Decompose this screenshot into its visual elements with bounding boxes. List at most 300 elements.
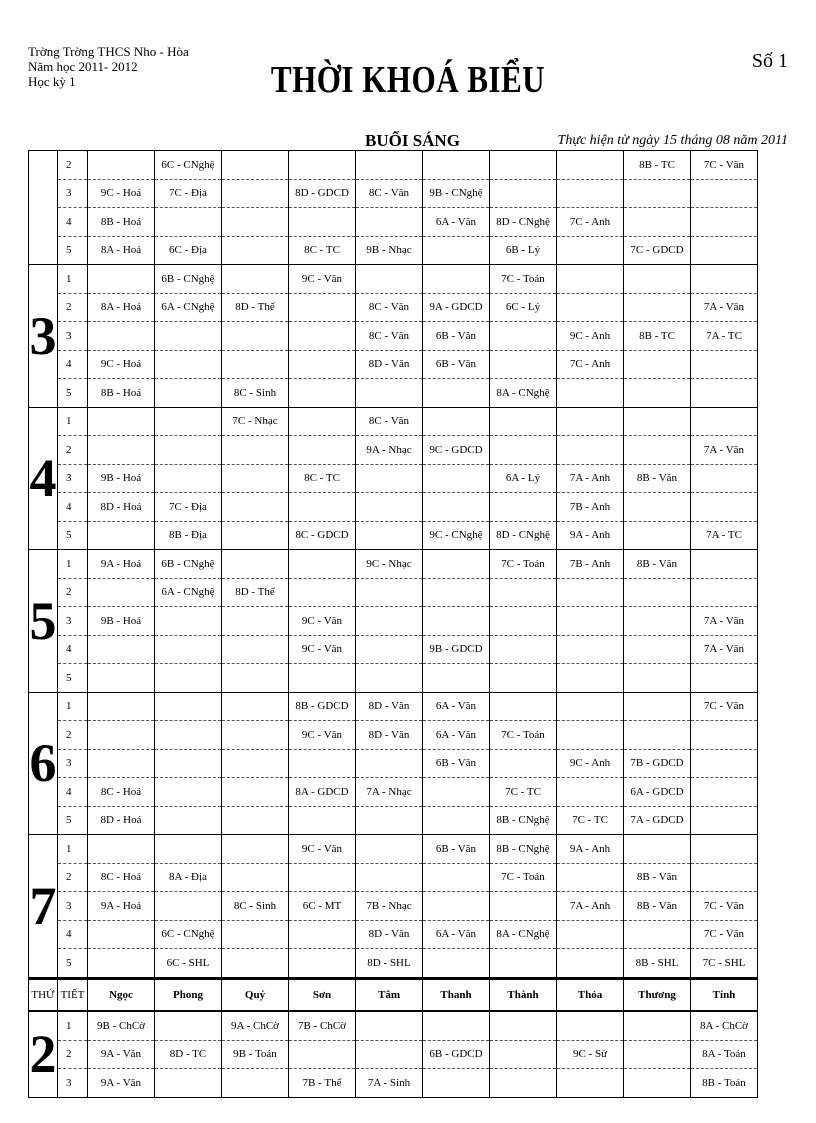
class-cell (289, 493, 356, 522)
class-cell: 7B - Anh (557, 493, 624, 522)
class-cell (423, 265, 490, 294)
class-cell: 6A - CNghệ (155, 293, 222, 322)
class-cell (155, 721, 222, 750)
class-cell (557, 778, 624, 807)
class-cell: 8C - Văn (356, 322, 423, 351)
class-cell (289, 863, 356, 892)
class-cell: 8D - Thể (222, 578, 289, 607)
period-number: 1 (58, 265, 88, 294)
class-cell (490, 436, 557, 465)
class-cell: 7C - GDCD (624, 236, 691, 265)
class-cell (88, 578, 155, 607)
class-cell: 9A - Nhạc (356, 436, 423, 465)
class-cell: 7A - TC (691, 322, 758, 351)
period-number: 2 (58, 578, 88, 607)
class-cell (289, 1040, 356, 1069)
class-cell: 8D - Văn (356, 350, 423, 379)
period-number: 4 (58, 350, 88, 379)
class-cell (490, 1011, 557, 1040)
period-row (29, 322, 758, 351)
period-row (29, 379, 758, 408)
teacher-name: Tâm (356, 979, 423, 1011)
class-cell (356, 806, 423, 835)
class-cell (624, 521, 691, 550)
class-cell (222, 607, 289, 636)
class-cell (490, 179, 557, 208)
class-cell: 6A - Văn (423, 692, 490, 721)
class-cell: 7C - Anh (557, 350, 624, 379)
period-row (29, 664, 758, 693)
class-cell (490, 892, 557, 921)
class-cell (423, 379, 490, 408)
period-number: 1 (58, 550, 88, 579)
class-cell: 7C - Toán (490, 265, 557, 294)
class-cell (356, 578, 423, 607)
class-cell: 7A - Nhạc (356, 778, 423, 807)
teacher-name: Thành (490, 979, 557, 1011)
class-cell: 9A - ChCờ (222, 1011, 289, 1040)
class-cell (490, 350, 557, 379)
period-row (29, 806, 758, 835)
class-cell (691, 550, 758, 579)
class-cell (557, 635, 624, 664)
class-cell: 7A - Văn (691, 436, 758, 465)
class-cell (289, 949, 356, 978)
class-cell: 9A - Văn (88, 1040, 155, 1069)
class-cell (356, 265, 423, 294)
class-cell (691, 578, 758, 607)
class-cell (222, 920, 289, 949)
class-cell (356, 1011, 423, 1040)
class-cell: 8C - Sinh (222, 379, 289, 408)
teacher-name: Thanh (423, 979, 490, 1011)
class-cell: 7C - Nhạc (222, 407, 289, 436)
period-row (29, 778, 758, 807)
class-cell (222, 236, 289, 265)
class-cell (88, 749, 155, 778)
class-cell (356, 151, 423, 180)
class-cell (624, 1011, 691, 1040)
class-cell: 7B - Anh (557, 550, 624, 579)
class-cell: 8B - CNghệ (490, 806, 557, 835)
class-cell: 9B - GDCD (423, 635, 490, 664)
period-number: 1 (58, 692, 88, 721)
class-cell: 6C - Địa (155, 236, 222, 265)
class-cell (557, 949, 624, 978)
class-cell: 8C - Văn (356, 293, 423, 322)
class-cell: 8C - Sinh (222, 892, 289, 921)
period-number: 3 (58, 892, 88, 921)
class-cell: 6A - Văn (423, 920, 490, 949)
class-cell (356, 835, 423, 864)
class-cell: 9C - Hoá (88, 179, 155, 208)
class-cell (289, 322, 356, 351)
class-cell (155, 407, 222, 436)
session-label: BUỔI SÁNG (365, 131, 460, 148)
class-cell: 8B - CNghệ (490, 835, 557, 864)
class-cell (557, 265, 624, 294)
class-cell (557, 692, 624, 721)
class-cell (222, 692, 289, 721)
class-cell (356, 635, 423, 664)
period-row (29, 835, 758, 864)
class-cell: 9C - Văn (289, 607, 356, 636)
class-cell (155, 692, 222, 721)
class-cell (691, 493, 758, 522)
class-cell (624, 265, 691, 294)
class-cell: 8B - Văn (624, 892, 691, 921)
class-cell: 6B - Văn (423, 350, 490, 379)
class-cell (423, 550, 490, 579)
teacher-name: Thương (624, 979, 691, 1011)
class-cell (222, 635, 289, 664)
class-cell: 8A - CNghệ (490, 379, 557, 408)
class-cell (356, 464, 423, 493)
class-cell (423, 863, 490, 892)
period-row (29, 949, 758, 978)
period-row (29, 436, 758, 465)
class-cell (691, 863, 758, 892)
teacher-name: Ngọc (88, 979, 155, 1011)
class-cell (88, 436, 155, 465)
class-cell: 7B - Thể (289, 1069, 356, 1098)
class-cell: 7C - Toán (490, 721, 557, 750)
class-cell (624, 350, 691, 379)
class-cell: 8D - Thể (222, 293, 289, 322)
period-row (29, 464, 758, 493)
class-cell: 9B - Nhạc (356, 236, 423, 265)
class-cell: 6B - CNghệ (155, 550, 222, 579)
class-cell: 7A - TC (691, 521, 758, 550)
class-cell: 6A - Văn (423, 721, 490, 750)
class-cell: 7C - TC (490, 778, 557, 807)
teacher-name: Phong (155, 979, 222, 1011)
class-cell: 8A - Hoá (88, 293, 155, 322)
class-cell (624, 721, 691, 750)
class-cell: 6B - GDCD (423, 1040, 490, 1069)
school-name: Trờng Trờng THCS Nho - Hòa (28, 44, 189, 59)
class-cell (557, 578, 624, 607)
period-number: 3 (58, 464, 88, 493)
class-cell (691, 407, 758, 436)
class-cell: 7A - Anh (557, 464, 624, 493)
class-cell (356, 379, 423, 408)
class-cell (88, 920, 155, 949)
class-cell (155, 778, 222, 807)
class-cell: 9C - Văn (289, 835, 356, 864)
period-row (29, 692, 758, 721)
class-cell (490, 635, 557, 664)
period-number: 2 (58, 1040, 88, 1069)
class-cell: 9C - Anh (557, 322, 624, 351)
class-cell: 9C - GDCD (423, 436, 490, 465)
period-row (29, 293, 758, 322)
class-cell: 7C - TC (557, 806, 624, 835)
period-number: 4 (58, 635, 88, 664)
class-cell: 8D - Văn (356, 721, 423, 750)
class-cell (222, 493, 289, 522)
period-number: 5 (58, 236, 88, 265)
class-cell (490, 692, 557, 721)
day-number: 5 (29, 550, 58, 693)
class-cell (356, 664, 423, 693)
school-year: Năm học 2011- 2012 (28, 59, 138, 74)
class-cell (624, 179, 691, 208)
class-cell: 8A - Hoá (88, 236, 155, 265)
class-cell: 6B - CNghệ (155, 265, 222, 294)
class-cell: 8A - ChCờ (691, 1011, 758, 1040)
class-cell (289, 293, 356, 322)
class-cell: 8C - TC (289, 464, 356, 493)
class-cell: 7C - Anh (557, 208, 624, 237)
class-cell (222, 265, 289, 294)
class-cell (356, 749, 423, 778)
class-cell (88, 151, 155, 180)
class-cell (423, 778, 490, 807)
teacher-name: Tính (691, 979, 758, 1011)
class-cell (289, 664, 356, 693)
class-cell: 8B - Văn (624, 550, 691, 579)
class-cell (155, 350, 222, 379)
class-cell: 7C - Văn (691, 920, 758, 949)
class-cell (423, 151, 490, 180)
class-cell (490, 322, 557, 351)
class-cell (624, 379, 691, 408)
class-cell (222, 151, 289, 180)
class-cell: 8D - Hoá (88, 806, 155, 835)
class-cell (624, 407, 691, 436)
class-cell (222, 179, 289, 208)
class-cell (289, 151, 356, 180)
class-cell (155, 1011, 222, 1040)
timetable-morning (28, 150, 758, 978)
class-cell: 7C - Địa (155, 493, 222, 522)
class-cell (557, 1069, 624, 1098)
class-cell: 7A - Anh (557, 892, 624, 921)
class-cell (624, 607, 691, 636)
class-cell (356, 521, 423, 550)
class-cell (356, 607, 423, 636)
class-cell: 9B - Hoá (88, 607, 155, 636)
class-cell: 8B - TC (624, 322, 691, 351)
class-cell: 8D - TC (155, 1040, 222, 1069)
class-cell: 6B - Văn (423, 835, 490, 864)
class-cell (624, 436, 691, 465)
timetable-monday (28, 978, 758, 1098)
class-cell (624, 664, 691, 693)
class-cell (222, 749, 289, 778)
class-cell (490, 949, 557, 978)
class-cell: 8B - TC (624, 151, 691, 180)
class-cell: 9B - CNghệ (423, 179, 490, 208)
period-row (29, 749, 758, 778)
class-cell (88, 635, 155, 664)
class-cell: 9A - Hoá (88, 892, 155, 921)
class-cell: 7B - GDCD (624, 749, 691, 778)
class-cell (691, 464, 758, 493)
class-cell (222, 521, 289, 550)
class-cell (289, 379, 356, 408)
class-cell (289, 550, 356, 579)
period-number: 4 (58, 778, 88, 807)
class-cell (155, 379, 222, 408)
class-cell (691, 350, 758, 379)
teacher-header-row (29, 979, 758, 1011)
class-cell (557, 607, 624, 636)
period-number: 1 (58, 407, 88, 436)
class-cell: 6B - Văn (423, 749, 490, 778)
class-cell (222, 949, 289, 978)
class-cell (222, 550, 289, 579)
day-number: 7 (29, 835, 58, 978)
class-cell (624, 835, 691, 864)
class-cell (423, 607, 490, 636)
class-cell (423, 464, 490, 493)
class-cell (356, 208, 423, 237)
class-cell: 8B - Toán (691, 1069, 758, 1098)
class-cell: 7A - GDCD (624, 806, 691, 835)
day-number: 6 (29, 692, 58, 835)
class-cell (557, 436, 624, 465)
class-cell (490, 607, 557, 636)
class-cell (423, 892, 490, 921)
class-cell: 6A - Lý (490, 464, 557, 493)
class-cell (88, 521, 155, 550)
class-cell (222, 664, 289, 693)
period-row (29, 721, 758, 750)
class-cell (289, 749, 356, 778)
class-cell (423, 664, 490, 693)
period-row (29, 350, 758, 379)
class-cell (557, 293, 624, 322)
period-row (29, 550, 758, 579)
class-cell (155, 464, 222, 493)
class-cell: 7B - ChCờ (289, 1011, 356, 1040)
period-row (29, 1069, 758, 1098)
class-cell (557, 664, 624, 693)
class-cell (222, 322, 289, 351)
class-cell: 8D - Hoá (88, 493, 155, 522)
day-column-header: THỨ (29, 979, 58, 1011)
class-cell (557, 179, 624, 208)
class-cell (289, 350, 356, 379)
class-cell (88, 835, 155, 864)
class-cell: 7C - Toán (490, 863, 557, 892)
class-cell (222, 721, 289, 750)
period-row (29, 892, 758, 921)
class-cell (557, 863, 624, 892)
class-cell: 8D - GDCD (289, 179, 356, 208)
class-cell: 9B - ChCờ (88, 1011, 155, 1040)
class-cell (490, 749, 557, 778)
class-cell (155, 806, 222, 835)
class-cell (423, 236, 490, 265)
class-cell: 8D - SHL (356, 949, 423, 978)
class-cell (624, 635, 691, 664)
class-cell: 7C - Văn (691, 151, 758, 180)
class-cell (691, 265, 758, 294)
period-number: 4 (58, 208, 88, 237)
class-cell (222, 436, 289, 465)
class-cell (356, 493, 423, 522)
period-number: 5 (58, 664, 88, 693)
period-row (29, 208, 758, 237)
class-cell (691, 664, 758, 693)
class-cell: 7A - Văn (691, 293, 758, 322)
class-cell: 6C - CNghệ (155, 920, 222, 949)
period-row (29, 493, 758, 522)
class-cell (691, 179, 758, 208)
class-cell: 7B - Nhạc (356, 892, 423, 921)
class-cell (88, 407, 155, 436)
period-row (29, 920, 758, 949)
class-cell (289, 920, 356, 949)
class-cell (557, 236, 624, 265)
class-cell: 6A - GDCD (624, 778, 691, 807)
period-number: 5 (58, 379, 88, 408)
class-cell (222, 350, 289, 379)
class-cell (423, 407, 490, 436)
class-cell (155, 1069, 222, 1098)
class-cell: 9A - Văn (88, 1069, 155, 1098)
class-cell: 9C - Hoá (88, 350, 155, 379)
class-cell (557, 920, 624, 949)
period-row (29, 407, 758, 436)
class-cell (155, 607, 222, 636)
class-cell: 8D - CNghệ (490, 521, 557, 550)
class-cell (155, 208, 222, 237)
class-cell: 6C - SHL (155, 949, 222, 978)
class-cell (155, 664, 222, 693)
period-number: 5 (58, 949, 88, 978)
class-cell (490, 664, 557, 693)
class-cell (624, 293, 691, 322)
class-cell (155, 835, 222, 864)
teacher-name: Thỏa (557, 979, 624, 1011)
class-cell (155, 749, 222, 778)
page-title: THỜI KHOÁ BIỂU (270, 59, 546, 101)
document-number: Số 1 (751, 50, 788, 72)
class-cell: 8A - GDCD (289, 778, 356, 807)
period-row (29, 236, 758, 265)
class-cell: 7C - Địa (155, 179, 222, 208)
class-cell (88, 322, 155, 351)
class-cell: 9C - Nhạc (356, 550, 423, 579)
class-cell: 6C - Lý (490, 293, 557, 322)
class-cell (289, 436, 356, 465)
class-cell (557, 151, 624, 180)
class-cell (423, 806, 490, 835)
class-cell: 8C - GDCD (289, 521, 356, 550)
class-cell (222, 778, 289, 807)
class-cell (624, 1069, 691, 1098)
day-number: 2 (29, 1011, 58, 1097)
period-number: 4 (58, 920, 88, 949)
period-column-header: TIẾT (58, 979, 88, 1011)
class-cell (356, 1040, 423, 1069)
class-cell: 9A - GDCD (423, 293, 490, 322)
period-number: 2 (58, 293, 88, 322)
class-cell: 6A - CNghệ (155, 578, 222, 607)
period-number: 1 (58, 1011, 88, 1040)
period-row (29, 151, 758, 180)
class-cell (356, 863, 423, 892)
class-cell (490, 407, 557, 436)
class-cell: 8A - Toán (691, 1040, 758, 1069)
class-cell (490, 151, 557, 180)
class-cell: 7C - Văn (691, 692, 758, 721)
class-cell (155, 635, 222, 664)
